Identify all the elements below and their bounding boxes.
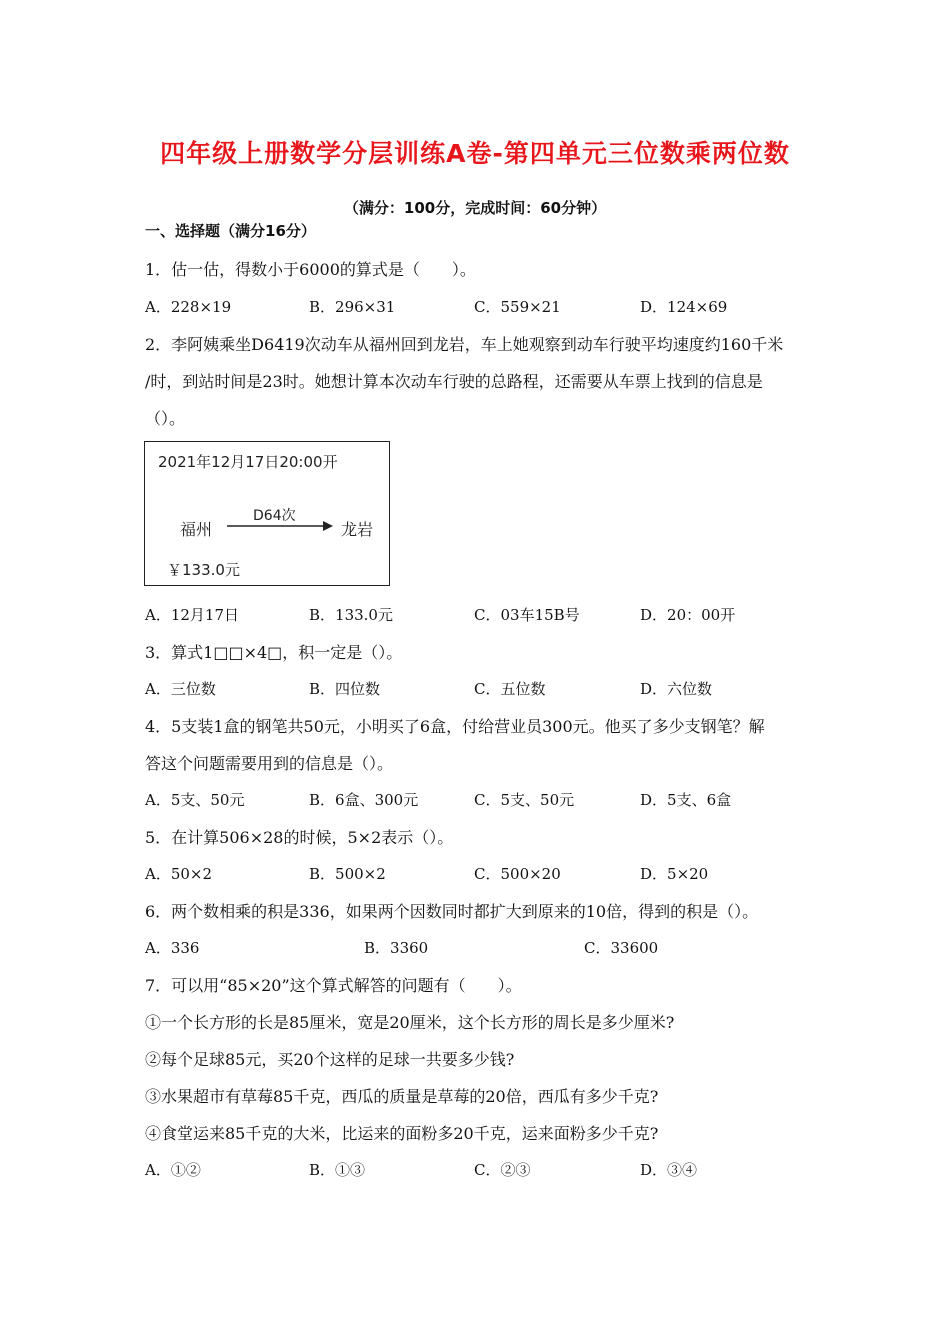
option-b[interactable]: B．四位数 <box>309 680 381 698</box>
exam-info: （满分：100分，完成时间：60分钟） <box>343 199 607 217</box>
option-d[interactable]: D．5支、6盒 <box>640 791 732 809</box>
option-d[interactable]: D．六位数 <box>640 680 713 698</box>
option-a[interactable]: A．5支、50元 <box>145 791 245 809</box>
option-d[interactable]: D．20：00开 <box>640 606 736 624</box>
option-b[interactable]: B．296×31 <box>309 298 396 316</box>
option-c[interactable]: C．33600 <box>584 939 659 957</box>
question-4-line-1: 4．5支装1盒的钢笔共50元，小明买了6盒，付给营业员300元。他买了多少支钢笔？解 <box>145 717 765 736</box>
question-7-item-4: ④食堂运来85千克的大米，比运来的面粉多20千克，运来面粉多少千克? <box>145 1124 659 1143</box>
question-7-item-1: ①一个长方形的长是85厘米，宽是20厘米，这个长方形的周长是多少厘米? <box>145 1013 675 1032</box>
option-c[interactable]: C．五位数 <box>474 680 546 698</box>
question-7-options <box>145 1159 845 1181</box>
option-a[interactable]: A．12月17日 <box>145 606 240 624</box>
option-b[interactable]: B．①③ <box>309 1161 366 1179</box>
option-a[interactable]: A．50×2 <box>145 865 213 883</box>
train-ticket <box>144 441 390 586</box>
question-6-options <box>145 937 845 959</box>
question-7-item-3: ③水果超市有草莓85千克，西瓜的质量是草莓的20倍，西瓜有多少千克? <box>145 1087 659 1106</box>
option-c[interactable]: C．500×20 <box>474 865 561 883</box>
option-a[interactable]: A．①② <box>145 1161 201 1179</box>
option-b[interactable]: B．3360 <box>364 939 429 957</box>
option-c[interactable]: C．5支、50元 <box>474 791 575 809</box>
question-2-line-2: /时，到站时间是23时。她想计算本次动车行驶的总路程，还需要从车票上找到的信息是 <box>145 372 763 391</box>
option-d[interactable]: D．124×69 <box>640 298 728 316</box>
question-7-item-2: ②每个足球85元，买20个这样的足球一共要多少钱? <box>145 1050 515 1069</box>
ticket-train-number: D64次 <box>253 508 296 524</box>
ticket-origin: 福州 <box>180 520 213 539</box>
question-7: 7．可以用“85×20”这个算式解答的问题有（ ）。 <box>145 976 522 995</box>
question-1-options <box>145 296 845 318</box>
section-heading: 一、选择题（满分16分） <box>145 222 316 240</box>
option-b[interactable]: B．6盒、300元 <box>309 791 419 809</box>
option-c[interactable]: C．03车15B号 <box>474 606 580 624</box>
question-5-options <box>145 863 845 885</box>
question-2-line-1: 2．李阿姨乘坐D6419次动车从福州回到龙岩，车上她观察到动车行驶平均速度约160千米 <box>145 335 784 354</box>
option-b[interactable]: B．133.0元 <box>309 606 393 624</box>
question-3-options <box>145 678 845 700</box>
page-title: 四年级上册数学分层训练A卷-第四单元三位数乘两位数 <box>160 139 790 168</box>
option-a[interactable]: A．三位数 <box>145 680 216 698</box>
option-d[interactable]: D．5×20 <box>640 865 709 883</box>
ticket-destination: 龙岩 <box>341 520 374 539</box>
question-4-line-2: 答这个问题需要用到的信息是（）。 <box>145 754 394 773</box>
question-1: 1．估一估，得数小于6000的算式是（ ）。 <box>145 260 476 279</box>
option-c[interactable]: C．②③ <box>474 1161 531 1179</box>
question-5: 5．在计算506×28的时候，5×2表示（）。 <box>145 828 454 847</box>
question-2-options <box>145 604 845 626</box>
option-b[interactable]: B．500×2 <box>309 865 386 883</box>
ticket-datetime: 2021年12月17日20:00开 <box>158 453 338 471</box>
question-6: 6．两个数相乘的积是336，如果两个因数同时都扩大到原来的10倍，得到的积是（）。 <box>145 902 759 921</box>
question-2-line-3: （）。 <box>145 409 186 428</box>
question-3: 3．算式1□□×4□，积一定是（）。 <box>145 643 403 662</box>
question-4-options <box>145 789 845 811</box>
route-arrow-icon <box>227 520 333 532</box>
ticket-price: ￥133.0元 <box>167 561 240 579</box>
option-a[interactable]: A．228×19 <box>145 298 232 316</box>
option-d[interactable]: D．③④ <box>640 1161 698 1179</box>
option-c[interactable]: C．559×21 <box>474 298 561 316</box>
option-a[interactable]: A．336 <box>145 939 200 957</box>
